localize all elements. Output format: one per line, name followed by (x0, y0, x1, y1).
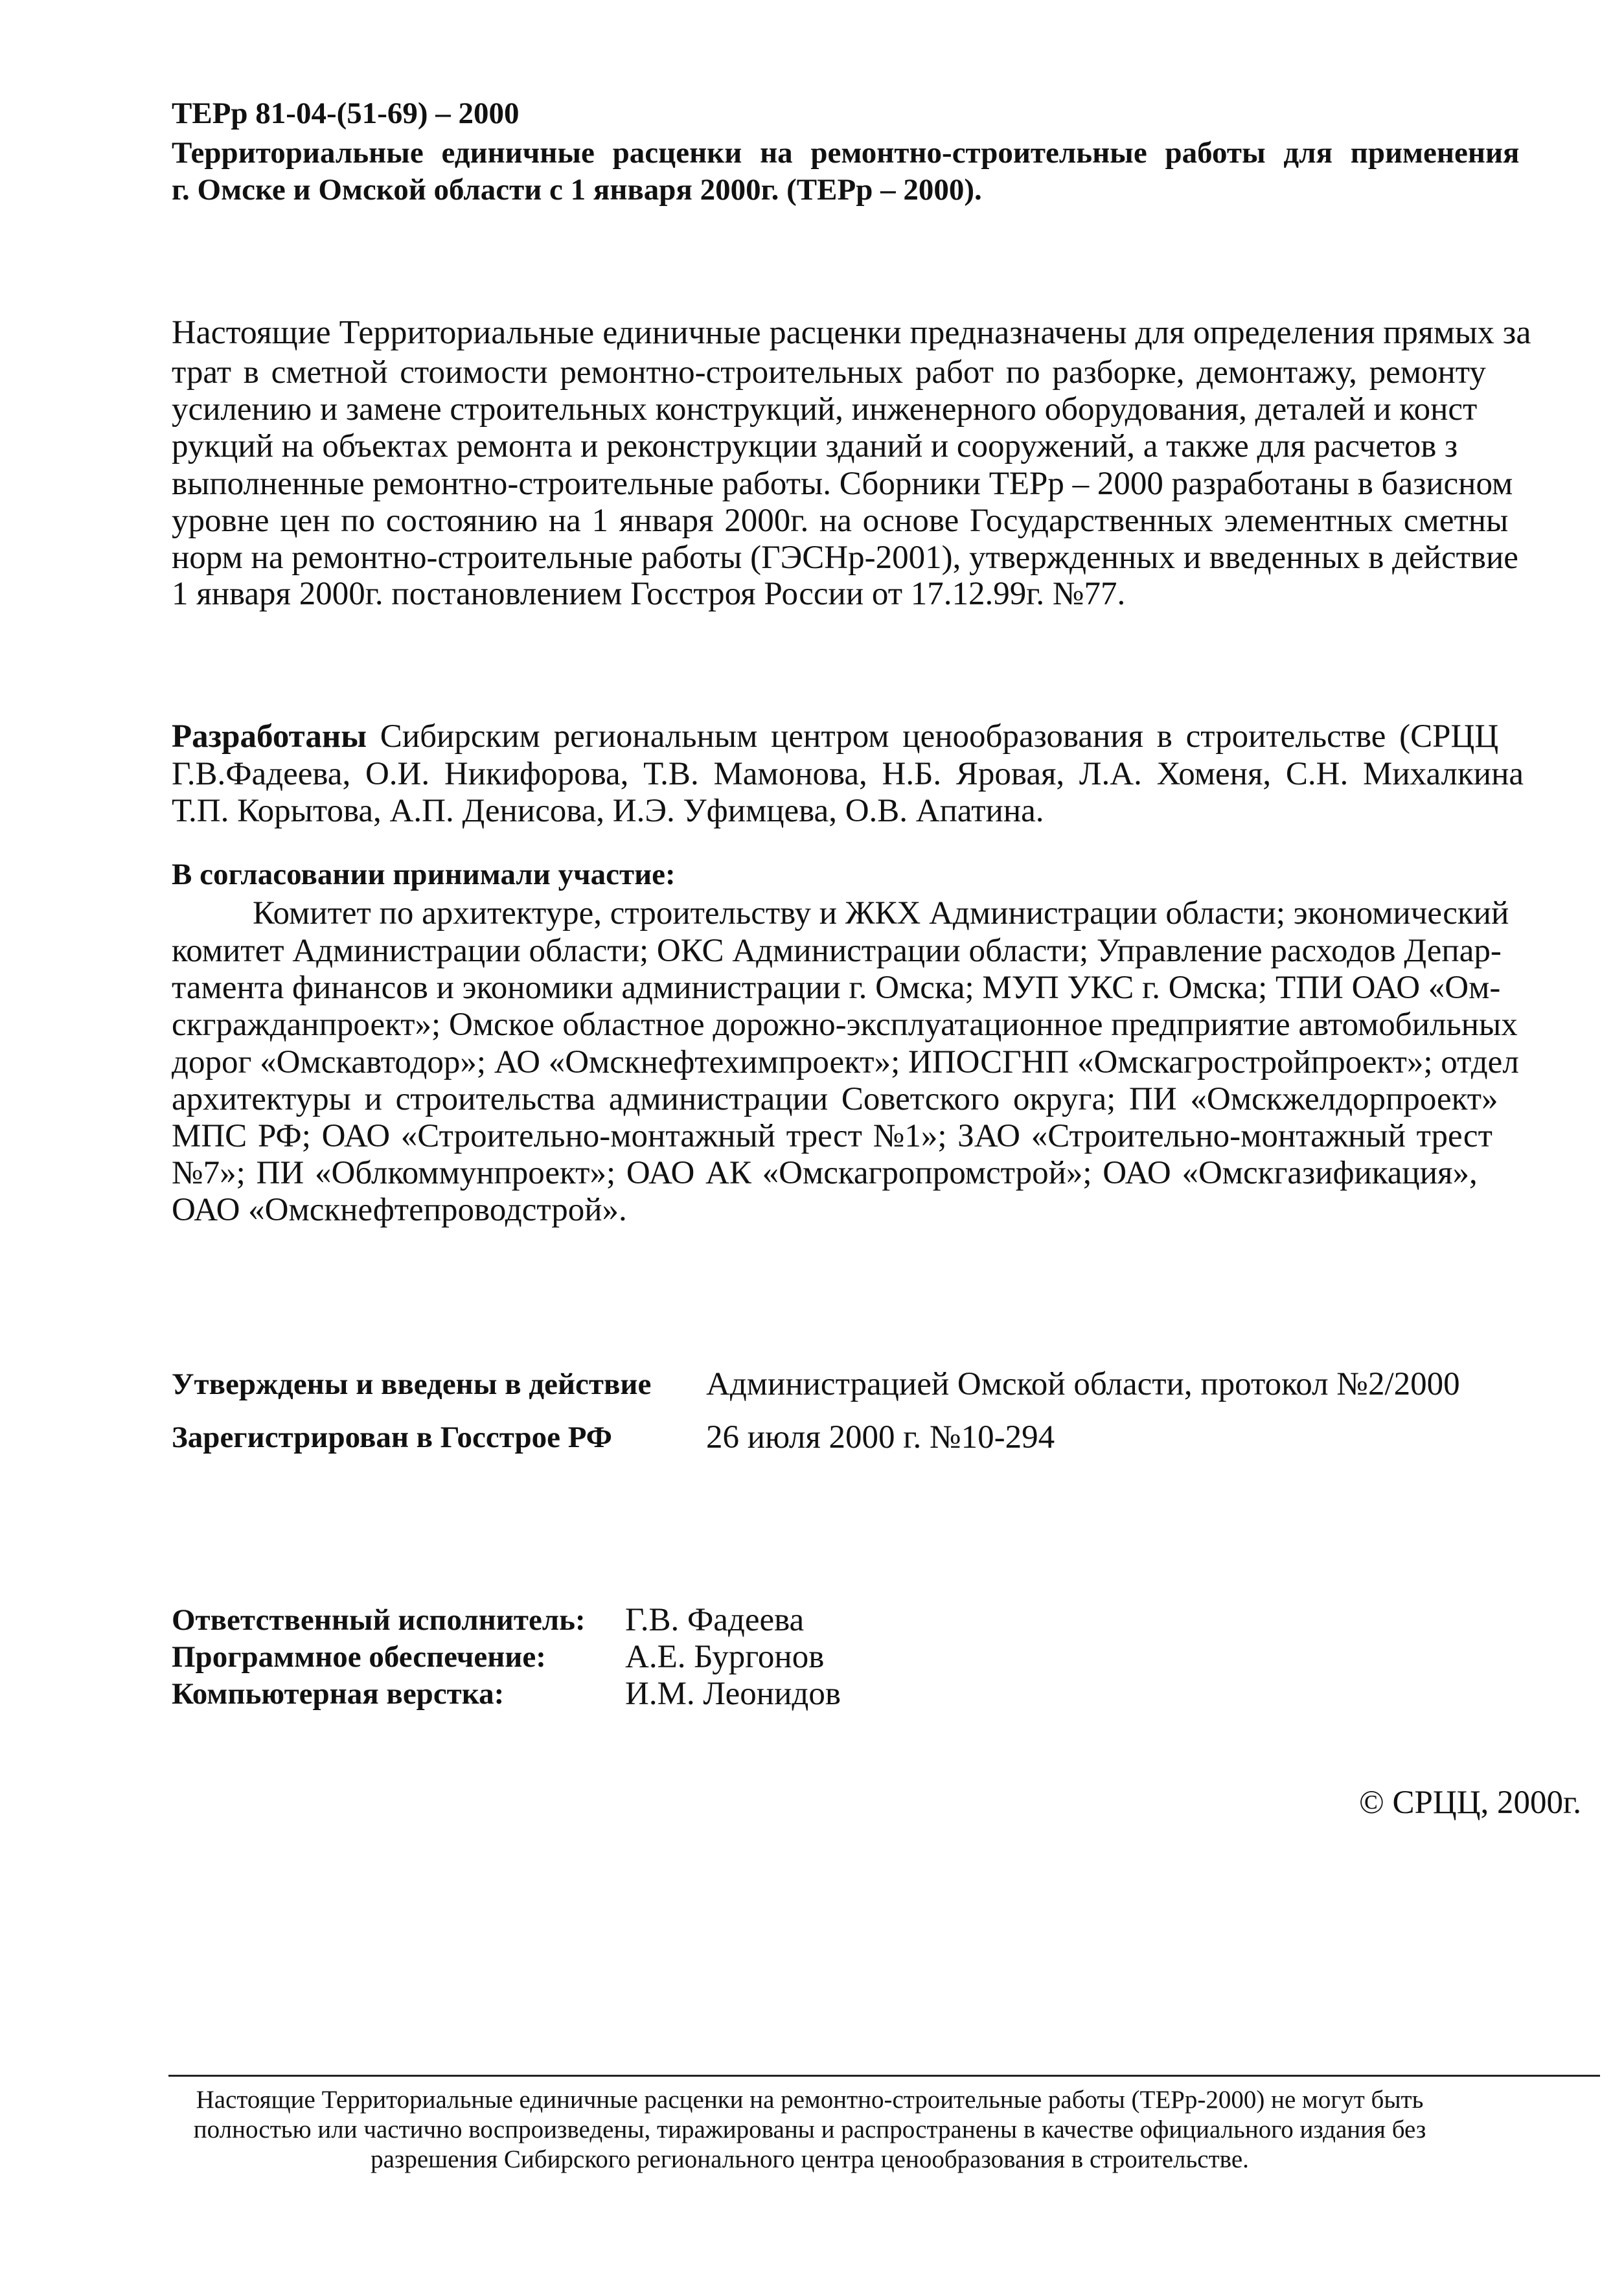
intro-line: усилению и замене строительных конструкций, инженерного оборудования, деталей и конст (172, 391, 1478, 428)
intro-line: выполненные ремонтно-строительные работы. Сборники ТЕРр – 2000 разработаны в базисном (172, 466, 1513, 502)
participation-line: Комитет по архитектуре, строительству и ЖКХ Администрации области; экономический (253, 895, 1509, 931)
intro-line: уровне цен по состоянию на 1 января 2000г. на основе Государственных элементных сметны (172, 503, 1509, 539)
credit-value: А.Е. Бургонов (625, 1639, 825, 1675)
footer-line: полностью или частично воспроизведены, тиражированы и распространены в качестве официального издания без (193, 2116, 1426, 2143)
credit-value: И.М. Леонидов (625, 1676, 841, 1712)
developers-names-line: Т.П. Корытова, А.П. Денисова, И.Э. Уфимцева, О.В. Апатина. (172, 793, 1044, 829)
credit-label: Компьютерная верстка: (172, 1677, 505, 1711)
credit-value: Г.В. Фадеева (625, 1602, 805, 1638)
approval-value: Администрацией Омской области, протокол №2/2000 (706, 1366, 1460, 1402)
credit-label: Программное обеспечение: (172, 1640, 546, 1674)
approval-label: Утверждены и введены в действие (172, 1367, 652, 1401)
participation-line: МПС РФ; ОАО «Строительно-монтажный трест №1»; ЗАО «Строительно-монтажный трест (172, 1118, 1492, 1154)
developers-line-1 (172, 720, 1498, 753)
credit-label: Ответственный исполнитель: (172, 1603, 586, 1637)
participation-line: комитет Администрации области; ОКС Администрации области; Управление расходов Депар- (172, 933, 1502, 969)
participation-line: тамента финансов и экономики администрации г. Омска; МУП УКС г. Омска; ТПИ ОАО «Ом- (172, 970, 1501, 1006)
developers-names-line: Г.В.Фадеева, О.И. Никифорова, Т.В. Мамонова, Н.Б. Яровая, Л.А. Хоменя, С.Н. Михалкина (172, 756, 1524, 792)
intro-line: рукций на объектах ремонта и реконструкции зданий и сооружений, а также для расчетов з (172, 428, 1458, 464)
footer-divider (168, 2075, 1600, 2077)
participation-line: №7»; ПИ «Облкоммунпроект»; ОАО АК «Омскагропромстрой»; ОАО «Омскгазификация», (172, 1155, 1478, 1191)
registration-label: Зарегистрирован в Госстрое РФ (172, 1421, 612, 1454)
registration-value: 26 июля 2000 г. №10-294 (706, 1419, 1055, 1456)
participation-line: архитектуры и строительства администрации Советского округа; ПИ «Омскжелдорпроект» (172, 1081, 1498, 1117)
participation-line: скгражданпроект»; Омское областное дорожно-эксплуатационное предприятие автомобильных (172, 1007, 1518, 1043)
participation-line: ОАО «Омскнефтепроводстрой». (172, 1192, 627, 1228)
footer-line: разрешения Сибирского регионального центра ценообразования в строительстве. (371, 2145, 1249, 2173)
document-title-line-1: Территориальные единичные расценки на ремонтно-строительные работы для применения (172, 136, 1520, 170)
copyright: © СРЦЦ, 2000г. (1359, 1785, 1581, 1821)
participation-line: дорог «Омскавтодор»; АО «Омскнефтехимпроект»; ИПОСГНП «Омскагростройпроект»; отдел (172, 1044, 1519, 1080)
intro-line: трат в сметной стоимости ремонтно-строительных работ по разборке, демонтажу, ремонту (172, 354, 1486, 391)
participation-heading: В согласовании принимали участие: (172, 858, 676, 891)
developers-organization: Сибирским региональным центром ценообразования в строительстве (СРЦЦ (367, 718, 1499, 755)
intro-line: норм на ремонтно-строительные работы (ГЭСНр-2001), утвержденных и введенных в действие (172, 540, 1518, 576)
footer-line: Настоящие Территориальные единичные расценки на ремонтно-строительные работы (ТЕРр-2000) не могут быть (196, 2086, 1424, 2114)
developers-label: Разработаны (172, 718, 367, 755)
intro-line: 1 января 2000г. постановлением Госстроя России от 17.12.99г. №77. (172, 576, 1126, 612)
intro-line: Настоящие Территориальные единичные расценки предназначены для определения прямых за (172, 314, 1531, 351)
document-code: ТЕРр 81-04-(51-69) – 2000 (172, 97, 520, 130)
document-title-line-2: г. Омске и Омской области с 1 января 2000г. (ТЕРр – 2000). (172, 173, 982, 207)
